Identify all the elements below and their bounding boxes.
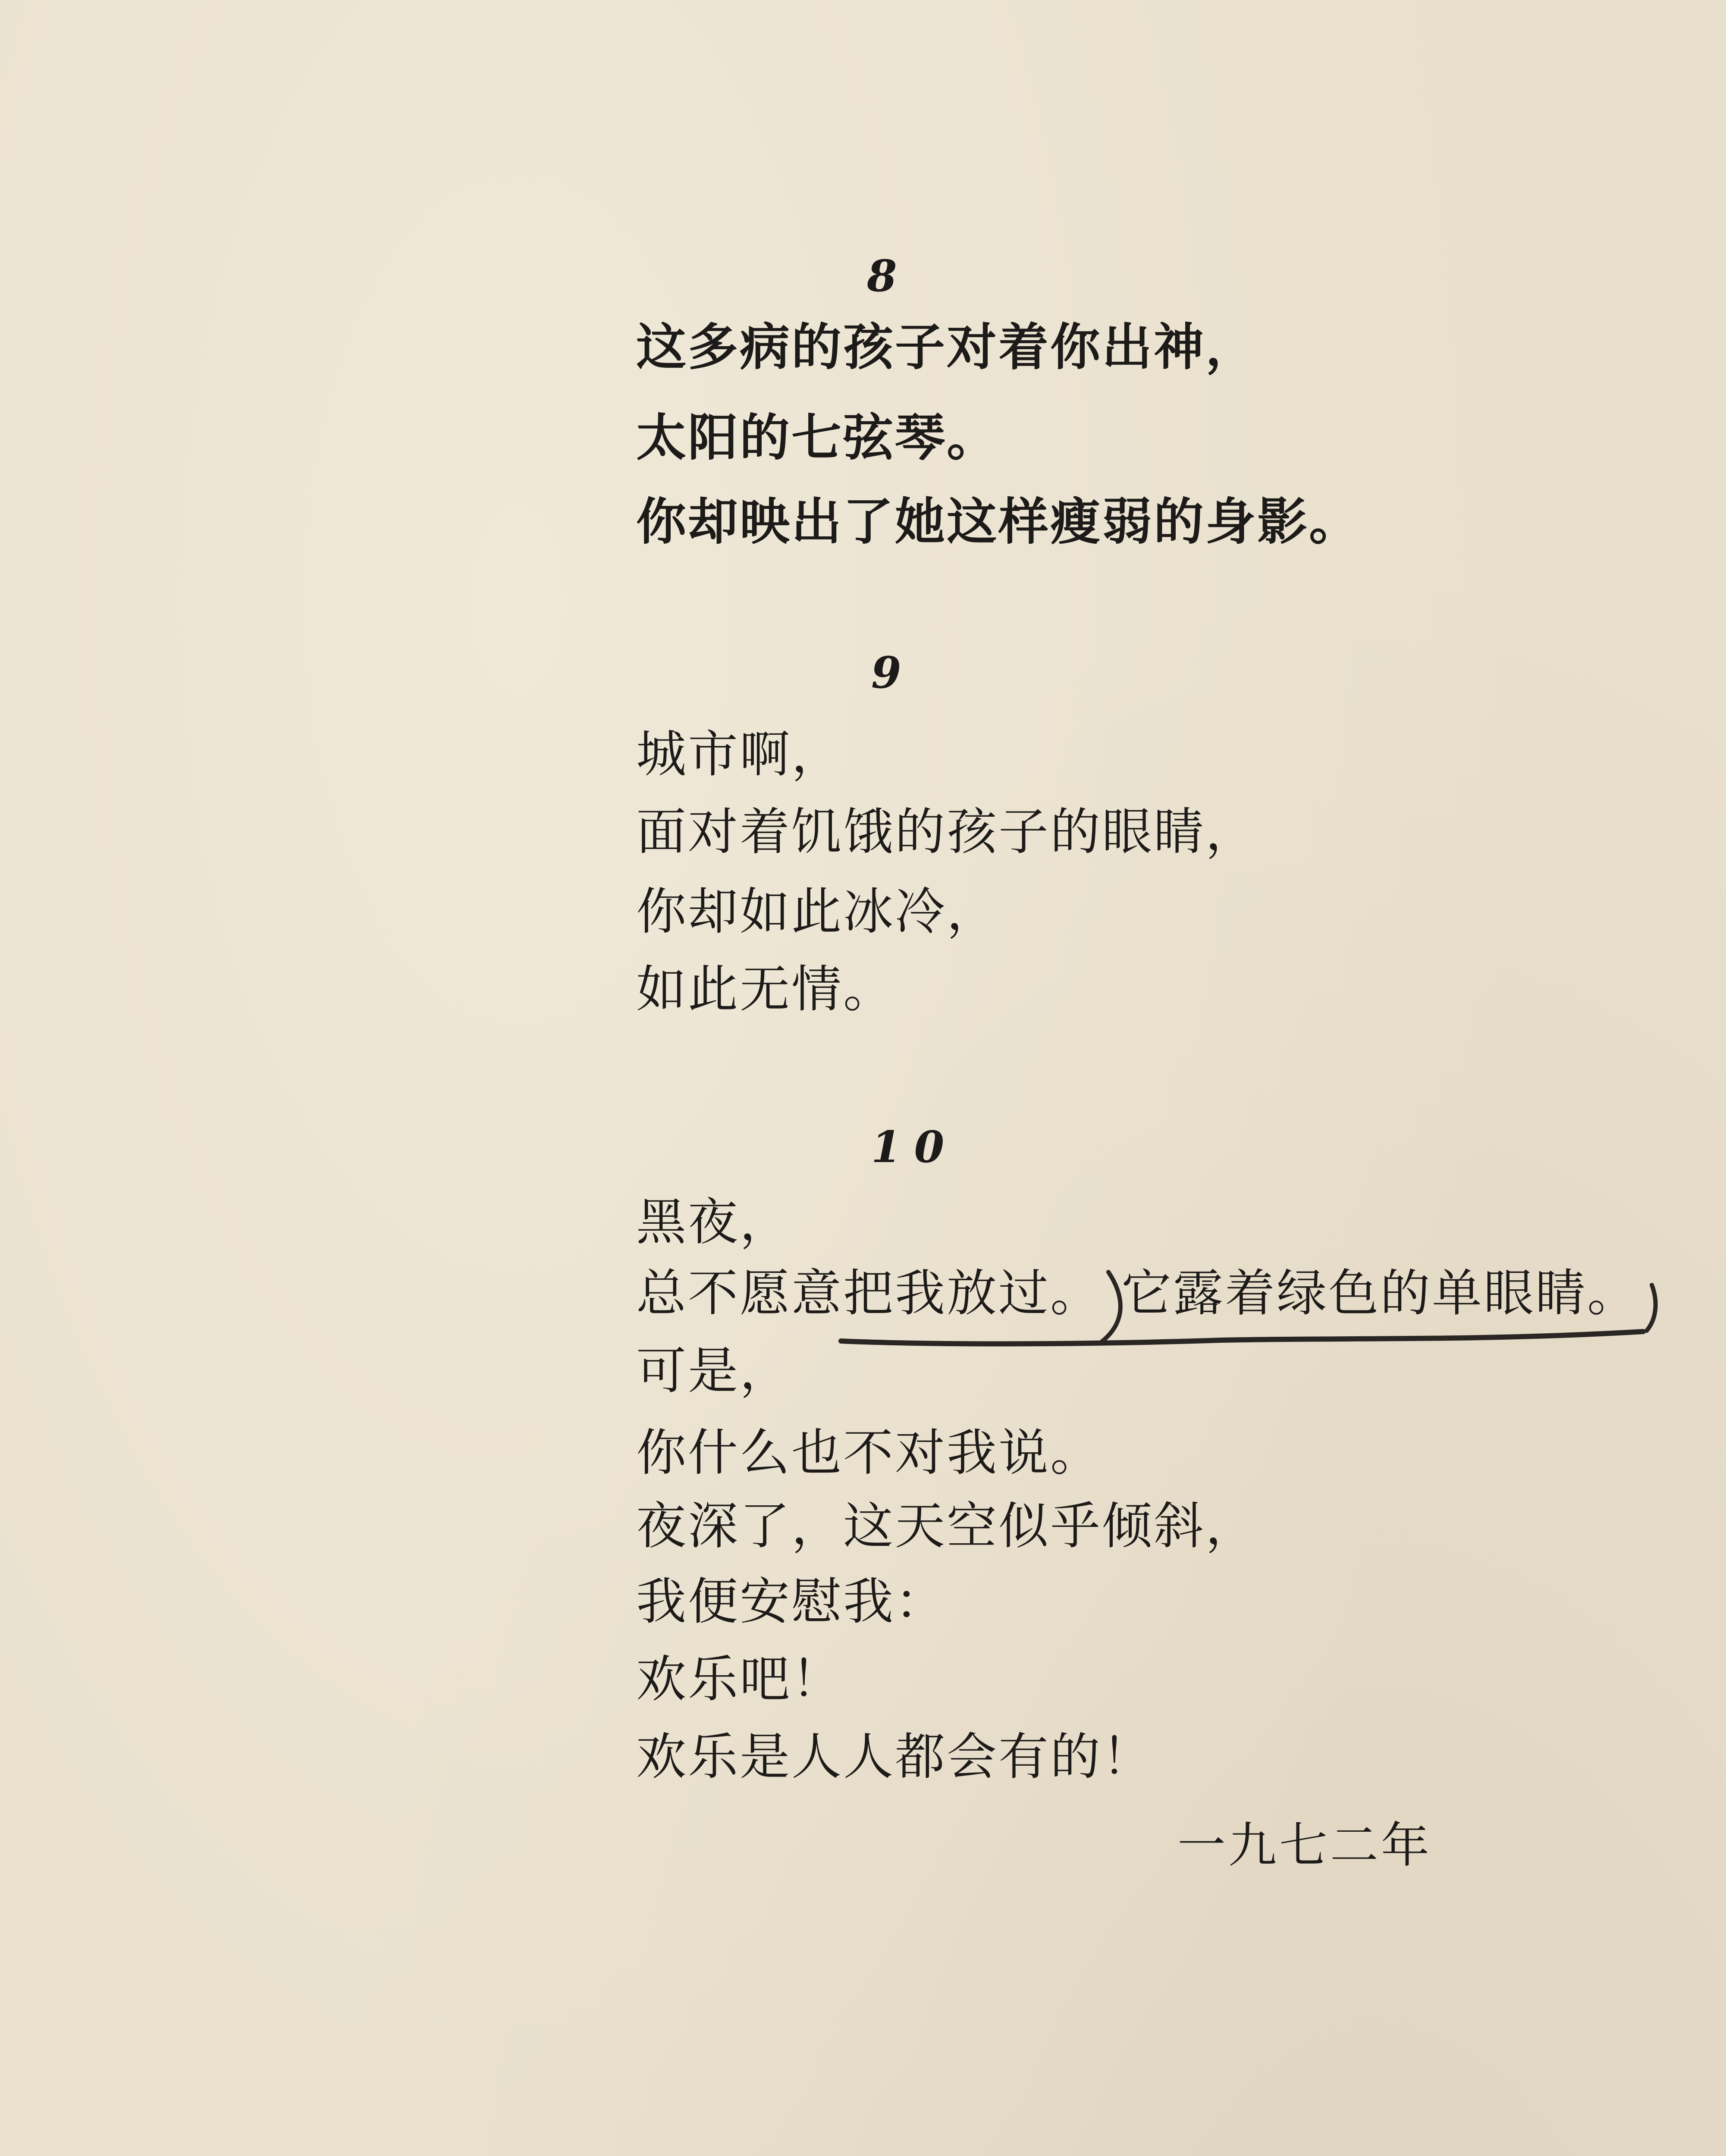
pen-underline-mark [832,1289,1652,1376]
section-number-10: 10 [871,1122,957,1172]
stanza-line: 可是， [636,1342,791,1400]
stanza-line: 面对着饥饿的孩子的眼睛， [636,803,1257,861]
stanza-line: 欢乐是人人都会有的！ [636,1728,1154,1786]
stanza-line: 城市啊， [636,725,843,783]
poem-date: 一九七二年 [1177,1818,1432,1874]
stanza-line: 黑夜， [636,1193,791,1251]
section-number-9: 9 [871,647,914,698]
stanza-line: 夜深了，这天空似乎倾斜， [636,1497,1257,1555]
stanza-line: 你却映出了她这样瘦弱的身影。 [636,492,1361,551]
stanza-line: 这多病的孩子对着你出神， [636,318,1257,376]
stanza-line: 你却如此冰冷， [636,883,998,941]
stanza-line: 我便安慰我： [636,1573,947,1631]
stanza-line: 你什么也不对我说。 [636,1424,1102,1482]
stanza-line: 如此无情。 [636,960,895,1018]
section-number-8: 8 [867,251,910,301]
inserted-phrase: 它露着绿色的单眼睛。 [1121,1264,1639,1322]
stanza-line: 总不愿意把我放过。 [636,1264,1102,1322]
stanza-line: 欢乐吧！ [636,1650,843,1708]
stanza-line: 太阳的七弦琴。 [636,408,998,467]
